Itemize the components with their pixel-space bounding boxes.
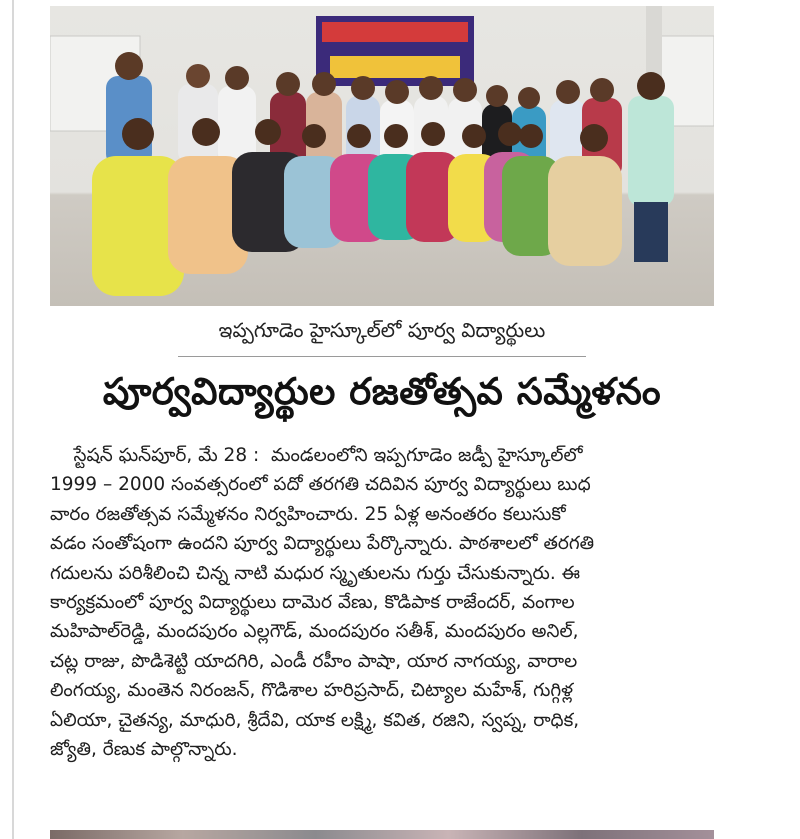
article-line: 1999 – 2000 సంవత్సరంలో పదో తరగతి చదివిన పూర్వ విద్యార్థులు బుధ [50, 474, 591, 496]
column-divider [12, 0, 14, 839]
article-line: కార్యక్రమంలో పూర్వ విద్యార్థులు దామెర వేణు, కొడిపాక రాజేందర్, వంగాల [50, 592, 575, 614]
group-photo-illustration [50, 6, 714, 306]
caption-divider [178, 356, 586, 357]
group-photo [50, 6, 714, 306]
article-line: వడం సంతోషంగా ఉందని పూర్వ విద్యార్థులు పేర్కొన్నారు. పాఠశాలలో తరగతి [50, 533, 595, 555]
article-line: ఏలియా, చైతన్య, మాధురి, శ్రీదేవి, యాక లక్ష్మి, కవిత, రజిని, స్వప్న, రాధిక, [50, 709, 580, 731]
article-line: చట్ల రాజు, పొడిశెట్టి యాదగిరి, ఎండీ రహీం పాషా, యార నాగయ్య, వారాల [50, 650, 578, 672]
headline: పూర్వవిద్యార్థుల రజతోత్సవ సమ్మేళనం [102, 370, 662, 413]
next-photo-edge [50, 830, 714, 839]
article-line: స్టేషన్ ఘన్‌పూర్, మే 28 : మండలంలోని ఇప్పగూడెం జడ్పీ హైస్కూల్‌లో [50, 445, 583, 466]
article-body [50, 441, 714, 764]
photo-caption: ఇప్పగూడెం హైస్కూల్‌లో పూర్వ విద్యార్థులు [218, 318, 546, 342]
article-line: లింగయ్య, మంతెన నిరంజన్, గొడిశాల హరిప్రసాద్, చిట్యాల మహేశ్, గుగ్గిళ్ల [50, 680, 574, 702]
article-line: మహిపాల్‌రెడ్డి, మందపురం ఎల్లగౌడ్, మందపురం సతీశ్, మందపురం అనిల్, [50, 621, 579, 643]
article-line: వారం రజతోత్సవ సమ్మేళనం నిర్వహించారు. 25 ఏళ్ల అనంతరం కలుసుకో [50, 503, 566, 525]
article-line: గదులను పరిశీలించి చిన్న నాటి మధుర స్మృతులను గుర్తు చేసుకున్నారు. ఈ [50, 562, 580, 584]
article-line: జ్యోతి, రేణుక పాల్గొన్నారు. [50, 739, 238, 761]
